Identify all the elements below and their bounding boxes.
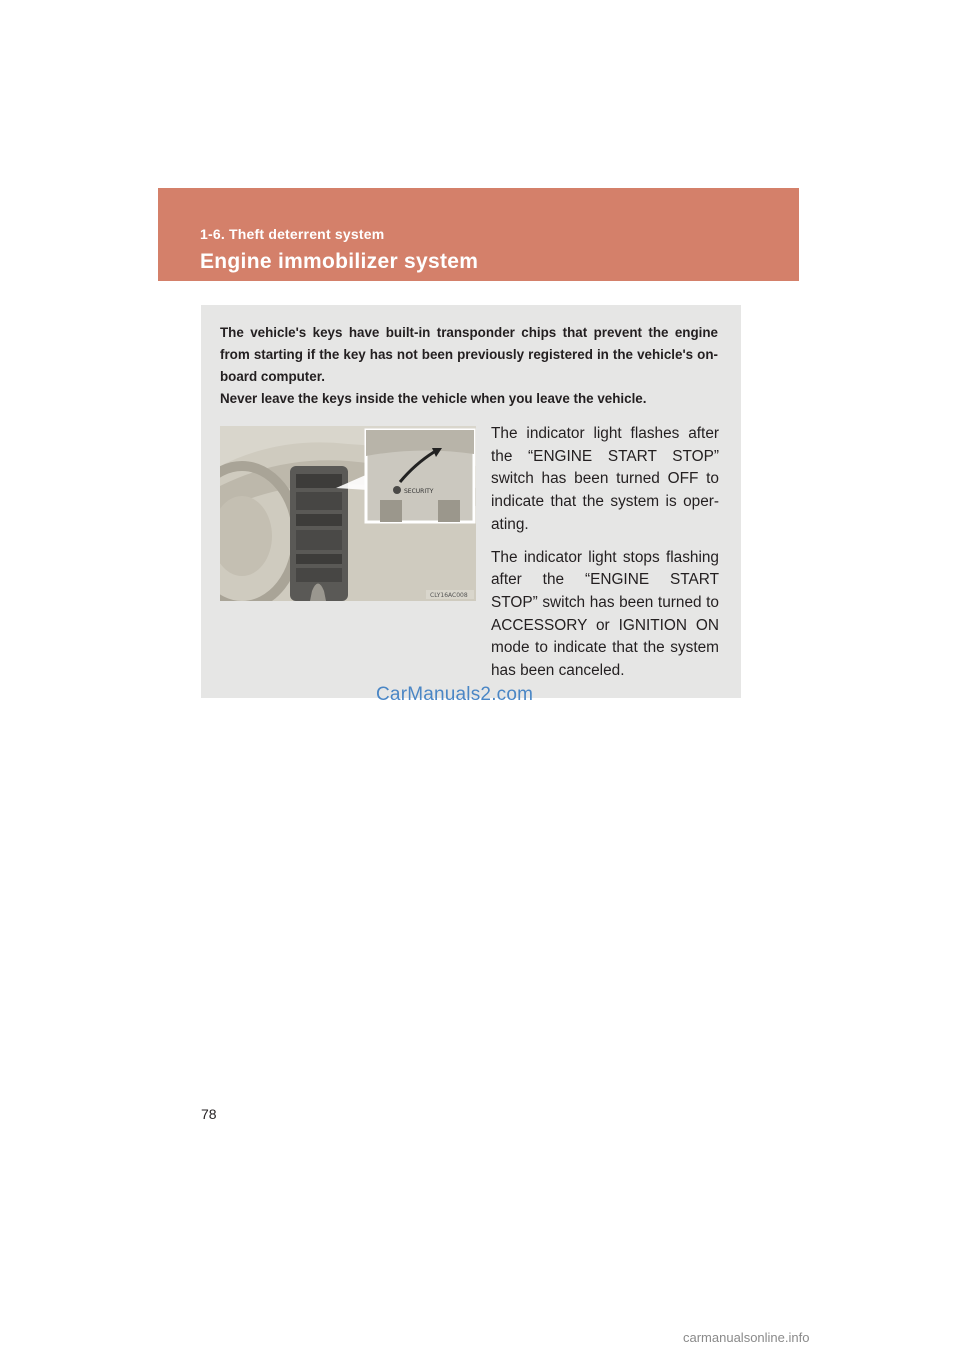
header-band [158,188,799,281]
page-title: Engine immobilizer system [200,250,479,273]
page-number: 78 [201,1106,217,1122]
section-label: 1-6. Theft deterrent system [200,226,385,242]
figure-code: CLY16AC008 [430,592,468,599]
intro-warning: Never leave the keys inside the vehicle when you leave the vehicle. [220,391,647,406]
intro-text [220,322,718,410]
content-box [201,305,741,698]
dashboard-illustration [220,426,476,601]
description-paragraph-2: The indicator light stops flashing after the “ENGINE START STOP” switch has been turned to ACCESSORY or IGNITION ON mode to indicate that the system has been canceled. [491,548,719,680]
description-paragraph-1: The indicator light flashes after the “ENGINE START STOP” switch has been turned OFF to indicate that the system is oper-ating. [491,425,719,533]
description-text [491,423,719,693]
watermark: CarManuals2.com [376,684,534,705]
security-label: SECURITY [404,488,434,495]
footer-watermark: carmanualsonline.info [683,1330,810,1345]
intro-paragraph: The vehicle's keys have built-in transponder chips that prevent the engine from starting if the key has not been previously registered in the vehicle's on-board computer. [220,325,718,384]
dashboard-image [220,426,476,601]
